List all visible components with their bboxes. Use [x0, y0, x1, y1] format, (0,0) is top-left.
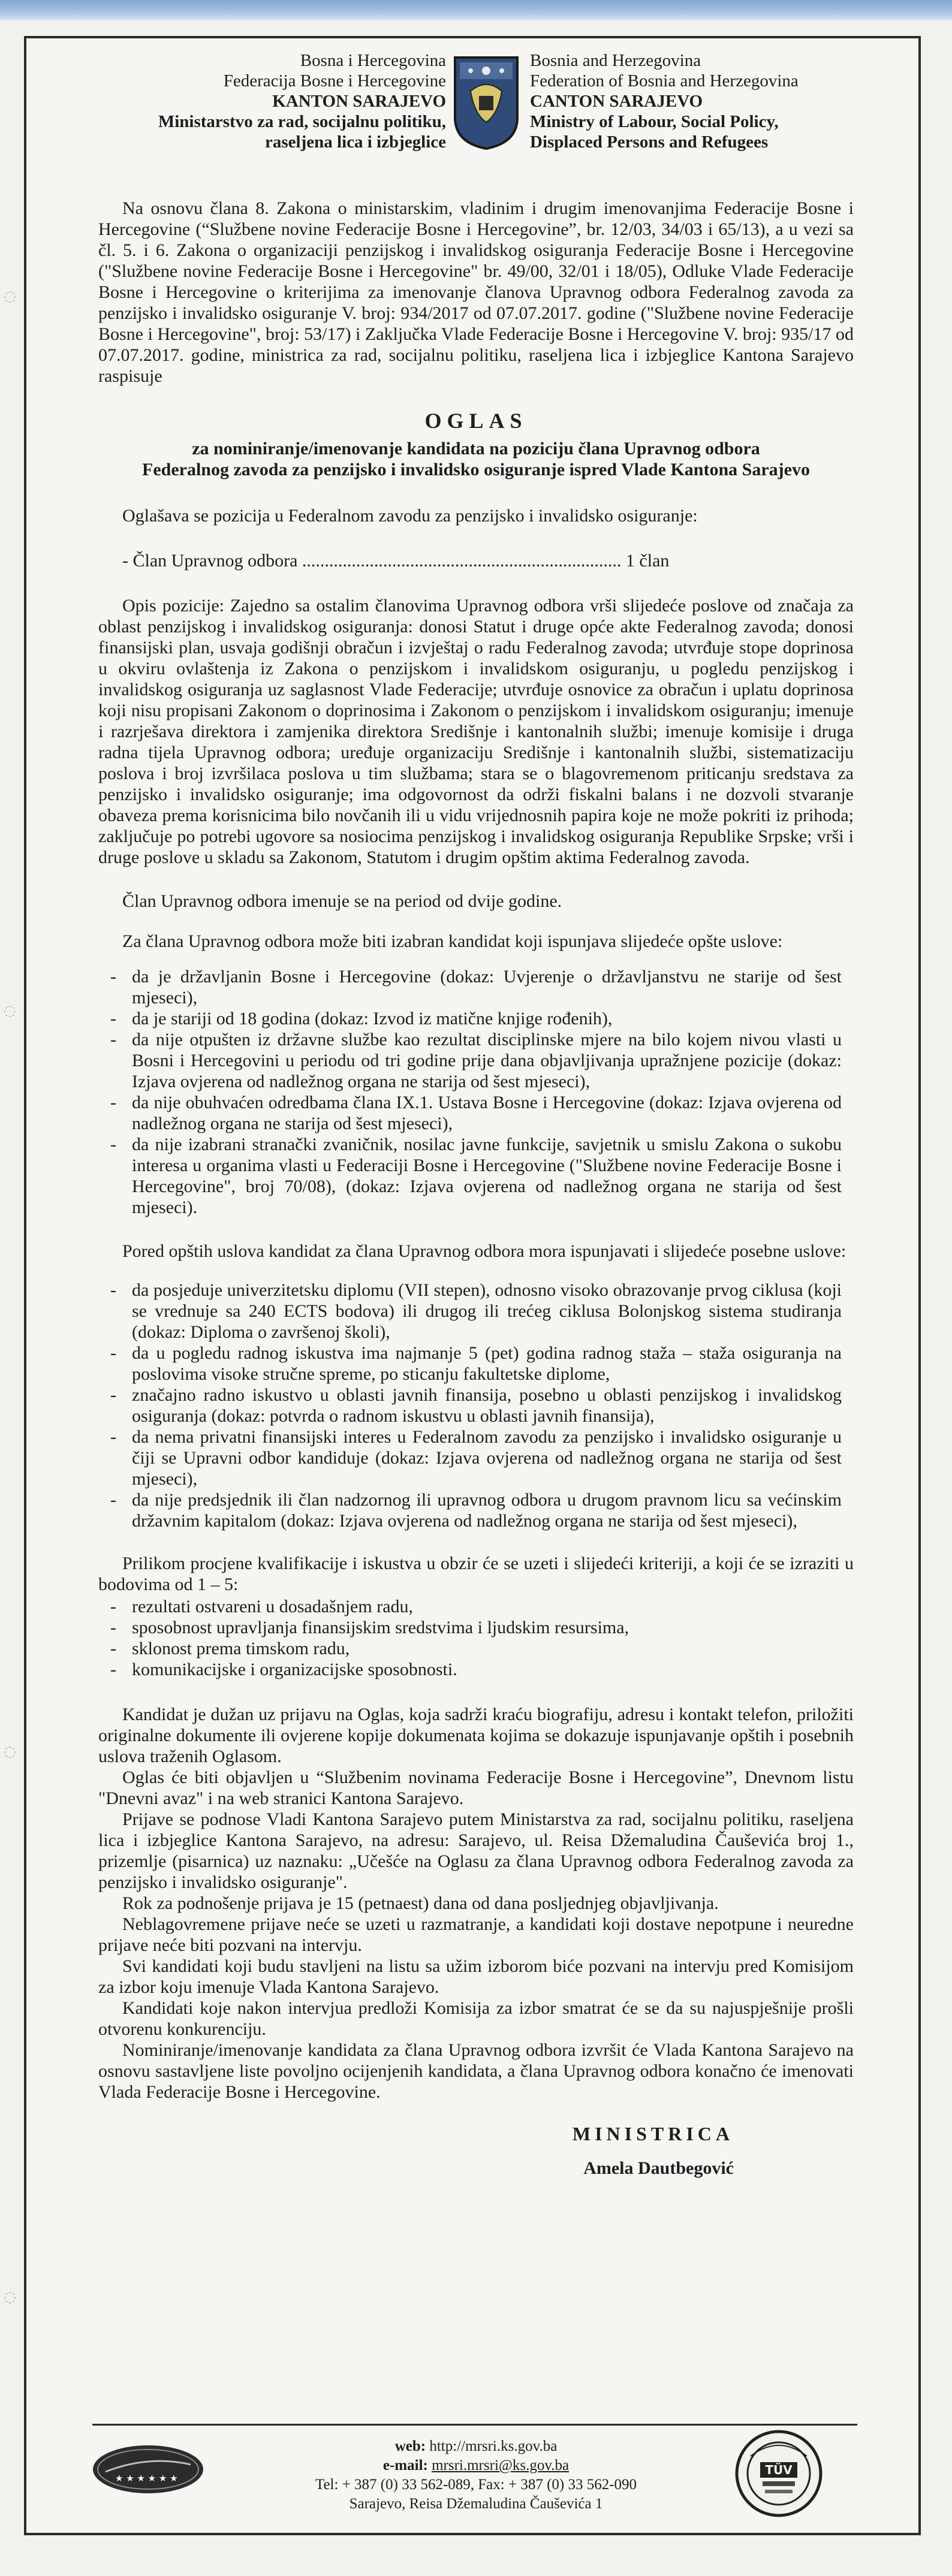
preamble: Na osnovu člana 8. Zakona o ministarskim, vladinim i drugim imenovanjima Federacije Bosne i Hercegovine (“Službene novine Federacije Bosne i Hercegovine”, br. 12/03, 34/03 i 65/13), a u vezi sa čl. 5. i 6. Zakona o organizaciji penzijskog i invalidskog osiguranja Federacije Bosne i Hercegovine ("Službene novine Federacije Bosne i Hercegovine" br. 49/00, 32/01 i 18/05), Odluke Vlade Federacije Bosne i Hercegovine o kriterijima za imenovanje članova Upravnog odbora Federalnog zavoda za penzijsko i invalidsko osiguranje V. broj: 934/2017 od 07.07.2017. godine ("Službene novine Federacije Bosne i Hercegovine", broj: 53/17) i Zaključka Vlade Federacije Bosne i Hercegovine V. broj: 935/17 od 07.07.2017. godine, ministrica za rad, socijalnu politiku, raseljena lica i izbjeglice Kantona Sarajevo raspisuje	[98, 198, 854, 386]
list-item-text: sklonost prema timskom radu,	[132, 1639, 350, 1658]
contact-block	[290, 2437, 662, 2514]
header-right-line: CANTON SARAJEVO	[530, 92, 703, 111]
list-item: - da u pogledu radnog iskustva ima najmanje 5 (pet) godina radnog staža – staža osiguranja na poslovima visoke stručne spreme, po sticanju fakultetske diplome,	[110, 1343, 842, 1384]
term: Član Upravnog odbora imenuje se na period od dvije godine.	[122, 891, 562, 911]
list-item-text: da posjeduje univerzitetsku diplomu (VII stepen), odnosno visoko obrazovanje prvog ciklusa (koji se vrednuje sa 240 ECTS bodova) ili drugog ili trećeg ciklusa Bolonjskog sistema studiranja (dokaz: Diploma o završenoj školi),	[132, 1280, 842, 1342]
subtitle-line: za nominiranje/imenovanje kandidata na poziciju člana Upravnog odbora	[192, 439, 760, 459]
list-item: - komunikacijske i organizacijske sposobnosti.	[110, 1660, 457, 1679]
list-item: - da nije otpušten iz državne službe kao rezultat disciplinske mjere na bilo kojem nivou vlasti u Bosni i Hercegovini u periodu od tri godine prije dana objavljivanja upražnjene pozicije (dokaz: Izjava ovjerena od nadležnog organa ne starija od šest mjeseci),	[110, 1030, 842, 1091]
top-color-band	[0, 0, 952, 20]
footer-divider	[92, 2424, 857, 2426]
letterhead-bosnian	[92, 50, 446, 152]
list-item-text: da nije otpušten iz državne službe kao rezultat disciplinske mjere na bilo kojem nivou vlasti u Bosni i Hercegovini u periodu od tri godine prije dana objavljivanja upražnjene pozicije (dokaz: Izjava ovjerena od nadležnog organa ne starija od šest mjeseci),	[132, 1030, 842, 1091]
list-item: - da nije predsjednik ili član nadzornog ili upravnog odbora u drugom pravnom licu sa većinskim državnim kapitalom (dokaz: Izjava ovjerena od nadležnog organa ne starija od šest mjeseci),	[110, 1490, 842, 1531]
closing-paragraph: Rok za podnošenje prijava je 15 (petnaest) dana od dana posljednjeg objavljivanja.	[122, 1893, 719, 1913]
list-item: - da nema privatni finansijski interes u Federalnom zavodu za penzijsko i invalidsko osiguranje u čiji se Upravni odbor kandiduje (dokaz: Izjava ovjerena od nadležnog organa ne starija od šest mjeseci),	[110, 1427, 842, 1489]
web-label: web:	[394, 2438, 426, 2454]
header-left-line: KANTON SARAJEVO	[272, 92, 446, 111]
list-item: - sposobnost upravljanja finansijskim sredstvima i ljudskim resursima,	[110, 1618, 629, 1637]
header-left-line: raseljena lica i izbjeglice	[265, 132, 446, 152]
list-item: - da nije izabrani stranački zvaničnik, nosilac javne funkcije, savjetnik u smislu Zakona o sukobu interesa u organima vlasti u Federaciji Bosne i Hercegovine ("Službene novine Federacije Bosne i Hercegovine", broj 70/08), (dokaz: Izjava ovjerena od nadležnog organa ne starija od šest mjeseci).	[110, 1135, 842, 1217]
margin-mark: ◌	[4, 288, 16, 304]
web-row	[290, 2437, 662, 2456]
special-conditions-list	[98, 1280, 854, 1531]
general-conditions-list	[98, 966, 854, 1218]
svg-text:★ ★ ★ ★ ★ ★: ★ ★ ★ ★ ★ ★	[115, 2473, 178, 2484]
position-line: - Član Upravnog odbora ....................................................................... 1 član	[122, 551, 670, 571]
margin-mark: ◌	[4, 2288, 16, 2305]
canton-sarajevo-coat-of-arms-icon	[453, 55, 520, 151]
margin-mark: ◌	[4, 1002, 16, 1019]
web-link[interactable]: http://mrsri.ks.gov.ba	[429, 2438, 558, 2454]
list-item: - da je državljanin Bosne i Hercegovine (dokaz: Uvjerenje o državljanstvu ne starije od šest mjeseci),	[110, 967, 842, 1008]
list-item-text: rezultati ostvareni u dosadašnjem radu,	[132, 1597, 414, 1616]
closing-paragraph: Nominiranje/imenovanje kandidata za člana Upravnog odbora izvršit će Vlada Kantona Sarajevo na osnovu sastavljene liste povoljno ocijenjenih kandidata, a člana Upravnog odbora konačno će imenovati Vlada Federacije Bosne i Hercegovine.	[98, 2040, 854, 2102]
list-item-text: da nije predsjednik ili član nadzornog ili upravnog odbora u drugom pravnom licu sa većinskim državnim kapitalom (dokaz: Izjava ovjerena od nadležnog organa ne starija od šest mjeseci),	[132, 1490, 842, 1531]
header-right-line: Bosnia and Herzegovina	[530, 51, 701, 70]
announcement: Oglašava se pozicija u Federalnom zavodu za penzijsko i invalidsko osiguranje:	[122, 506, 698, 526]
job-description: Opis pozicije: Zajedno sa ostalim članovima Upravnog odbora vrši slijedeće poslove od značaja za oblast penzijskog i invalidskog osiguranja: donosi Statut i druge opće akte Federalnog zavoda; donosi finansijski plan, usvaja godišnji obračun i izvještaj o radu Federalnog zavoda; utvrđuje stope doprinosa u okviru ovlaštenja iz Zakona o penzijskom i invalidskom osiguranju, u pogledu penzijskog i invalidskog osiguranja uz saglasnost Vlade Federacije; utvrđuje osnovice za obračun i uplatu doprinosa koji nisu propisani Zakonom o doprinosima i Zakonom o penzijskom i invalidskom osiguranju; imenuje i razrješava direktora i zamjenika direktora Središnje i kantonalnih službi; imenuje komisije i druga radna tijela Upravnog odbora; uređuje organizaciju Središnje i kantonalnih službi, sistematizaciju poslova i broj izvršilaca poslova u tim službama; stara se o blagovremenom priticanju sredstava za penzijsko i invalidsko osiguranje; ima odgovornost da održi fiskalni balans i ne dozvoli stvaranje obaveza premа korisnicima bilo novčanih ili u vidu vrijednosnih papira koje ne može pokriti iz prihoda; zaključuje po potrebi ugovore sa nosiocima penzijskog i invalidskog osiguranja Republike Srpske; vrši i druge poslove u skladu sa Zakonom, Statutom i drugim opštim aktima Federalnog zavoda.	[98, 596, 854, 867]
list-item-text: značajno radno iskustvo u oblasti javnih finansija, posebno u oblasti penzijskog i invalidskog osiguranja (dokaz: potvrda o radnom iskustvu u oblasti javnih finansija),	[132, 1385, 842, 1426]
list-item-text: da nije izabrani stranački zvaničnik, nosilac javne funkcije, savjetnik u smislu Zakona o sukobu interesa u organima vlasti u Federaciji Bosne i Hercegovine ("Službene novine Federacije Bosne i Hercegovine", broj 70/08), (dokaz: Izjava ovjerena od nadležnog organa ne starija od šest mjeseci).	[132, 1135, 842, 1217]
list-item: - da je stariji od 18 godina (dokaz: Izvod iz matične knjige rođenih),	[110, 1009, 613, 1028]
footer	[26, 2424, 923, 2526]
header-left-line: Ministarstvo za rad, socijalnu politiku,	[158, 112, 446, 131]
document-content	[98, 38, 854, 2179]
header-right-line: Ministry of Labour, Social Policy,	[530, 112, 779, 131]
eu-stars-badge-icon	[91, 2443, 205, 2496]
list-item-text: sposobnost upravljanja finansijskim sredstvima i ljudskim resursima,	[132, 1618, 629, 1637]
header-right-line: Displaced Persons and Refugees	[530, 132, 769, 152]
list-item: - da nije obuhvaćen odredbama člana IX.1. Ustava Bosne i Hercegovine (dokaz: Izjava ovjerena od nadležnog organa ne starija od šest mjeseci),	[110, 1093, 842, 1133]
special-conditions-intro: Pored opštih uslova kandidat za člana Upravnog odbora mora ispunjavati i slijedeće posebne uslove:	[122, 1241, 846, 1261]
list-item: - značajno radno iskustvo u oblasti javnih finansija, posebno u oblasti penzijskog i invalidskog osiguranja (dokaz: potvrda o radnom iskustvu u oblasti javnih finansija),	[110, 1385, 842, 1426]
list-item-text: komunikacijske i organizacijske sposobnosti.	[132, 1660, 457, 1679]
criteria-list	[98, 1596, 854, 1680]
general-conditions-intro: Za člana Upravnog odbora može biti izabran kandidat koji ispunjava slijedeće opšte uslove:	[122, 931, 783, 951]
closing-paragraph: Prijave se podnose Vladi Kantona Sarajevo putem Ministarstva za rad, socijalnu politiku, raseljena lica i izbjeglice Kantona Sarajevo, na adresu: Sarajevo, ul. Reisa Džemaludina Čauševića broj 1., prizemlje (pisarnica) uz naznaku: „Učešće na Oglasu za člana Upravnog odbora Federalnog zavoda za penzijsko i invalidsko osiguranje".	[98, 1809, 854, 1892]
list-item-text: da nije obuhvaćen odredbama člana IX.1. Ustava Bosne i Hercegovine (dokaz: Izjava ovjerena od nadležnog organa ne starija od šest mjeseci),	[132, 1093, 842, 1133]
letterhead	[98, 50, 854, 174]
signature-name: Amela Dautbegović	[583, 2158, 734, 2178]
subtitle-line: Federalnog zavoda za penzijsko i invalidsko osiguranje ispred Vlade Kantona Sarajevo	[142, 460, 810, 479]
list-item-text: da u pogledu radnog iskustva ima najmanje 5 (pet) godina radnog staža – staža osiguranja na poslovima visoke stručne spreme, po sticanju fakultetske diplome,	[132, 1343, 842, 1384]
header-right-line: Federation of Bosnia and Herzegovina	[530, 71, 799, 91]
margin-mark: ◌	[4, 1743, 16, 1760]
phone-fax: Tel: + 387 (0) 33 562-089, Fax: + 387 (0) 33 562-090	[315, 2477, 637, 2493]
address: Sarajevo, Reisa Džemaludina Čauševića 1	[349, 2496, 603, 2512]
signature-title: MINISTRICA	[572, 2123, 734, 2144]
letterhead-english	[530, 50, 878, 152]
email-link[interactable]: mrsri.mrsri@ks.gov.ba	[432, 2457, 570, 2474]
list-item: - da posjeduje univerzitetsku diplomu (VII stepen), odnosno visoko obrazovanje prvog ciklusa (koji se vrednuje sa 240 ECTS bodova) ili drugog ili trećeg ciklusa Bolonjskog sistema studiranja (dokaz: Diploma o završenoj školi),	[110, 1280, 842, 1342]
list-item: - sklonost prema timskom radu,	[110, 1639, 350, 1658]
closing-paragraph: Kandidati koje nakon intervjua predloži Komisija za izbor smatrat će se da su najuspješnije prošli otvorenu konkurenciju.	[98, 1998, 854, 2039]
document-sheet	[24, 36, 921, 2535]
closing-paragraph: Oglas će biti objavljen u “Službenim novinama Federacije Bosne i Hercegovine”, Dnevnom listu "Dnevni avaz" i na web stranici Kantona Sarajevo.	[98, 1767, 854, 1808]
header-left-line: Bosna i Hercegovina	[300, 51, 446, 70]
list-item-text: da je državljanin Bosne i Hercegovine (dokaz: Uvjerenje o državljanstvu ne starije od šest mjeseci),	[132, 967, 842, 1008]
criteria-intro: Prilikom procjene kvalifikacije i iskustva u obzir će se uzeti i slijedeći kriteriji, a koji će se izraziti u bodovima od 1 – 5:	[98, 1554, 854, 1594]
email-row	[290, 2456, 662, 2475]
page-title: OGLAS	[424, 409, 528, 433]
closing-paragraph: Kandidat je dužan uz prijavu na Oglas, koja sadrži kraću biografiju, adresu i kontakt telefon, priložiti originalne dokumente ili ovjerene kopije dokumenata kojima se dokazuje ispunjavanje opštih i posebnih uslova traženih Oglasom.	[98, 1705, 854, 1766]
tuv-cert-seal-icon	[734, 2429, 824, 2518]
tuv-badge-text: TÜV	[765, 2463, 793, 2477]
list-item-text: da nema privatni finansijski interes u Federalnom zavodu za penzijsko i invalidsko osiguranje u čiji se Upravni odbor kandiduje (dokaz: Izjava ovjerena od nadležnog organa ne starija od šest mjeseci),	[132, 1427, 842, 1489]
list-item: - rezultati ostvareni u dosadašnjem radu,	[110, 1597, 414, 1616]
header-left-line: Federacija Bosne i Hercegovine	[223, 71, 446, 91]
email-label: e-mail:	[382, 2457, 428, 2474]
list-item-text: da je stariji od 18 godina (dokaz: Izvod iz matične knjige rođenih),	[132, 1009, 613, 1028]
closing-paragraph: Neblagovremene prijave neće se uzeti u razmatranje, a kandidati koji dostave nepotpune i neuredne prijave neće biti pozvani na intervju.	[98, 1914, 854, 1955]
closing-paragraph: Svi kandidati koji budu stavljeni na listu sa užim izborom biće pozvani na intervju pred Komisijom za izbor koju imenuje Vlada Kantona Sarajevo.	[98, 1956, 854, 1997]
